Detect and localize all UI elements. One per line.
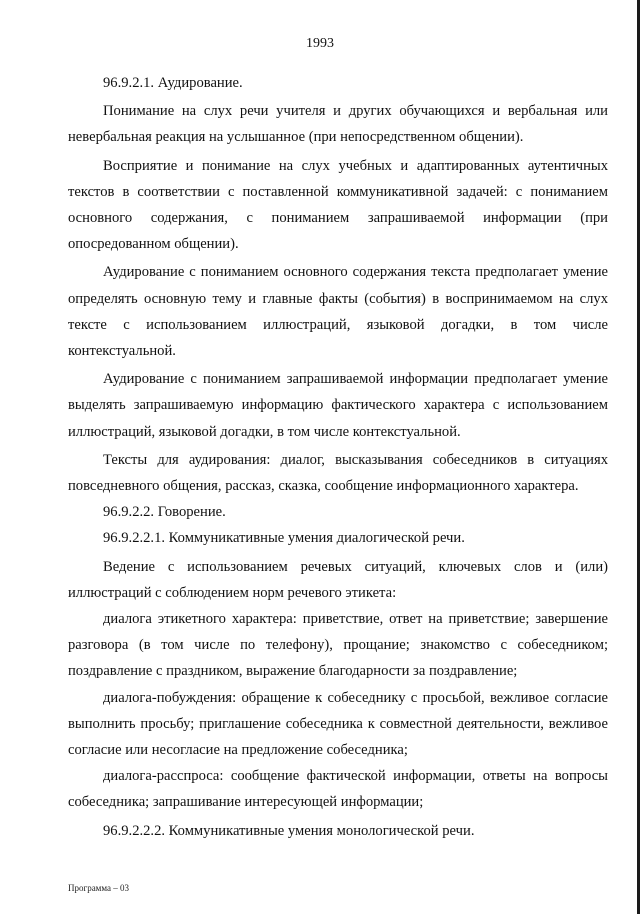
document-body — [68, 70, 608, 844]
paragraph: Ведение с использованием речевых ситуаций, ключевых слов и (или) иллюстраций с соблюдением норм речевого этикета: — [68, 558, 608, 601]
paragraph: Аудирование с пониманием основного содержания текста предполагает умение определять основную тему и главные факты (события) в воспринимаемом на слух тексте с использованием иллюстраций, языковой догадки, в том числе контекстуальной. — [68, 264, 608, 360]
section-heading-speaking: 96.9.2.2. Говорение. — [103, 504, 226, 521]
list-item: диалога-расспроса: сообщение фактической информации, ответы на вопросы собеседника; запрашивание интересующей информации; — [68, 768, 608, 811]
footer-program-label: Программа – 03 — [68, 883, 130, 893]
list-item: диалога-побуждения: обращение к собеседнику с просьбой, вежливое согласие выполнить просьбу; приглашение собеседника к совместной деятельности, вежливое согласие или несогласие на предложение собеседника; — [68, 689, 608, 759]
paragraph: Аудирование с пониманием запрашиваемой информации предполагает умение выделять запрашиваемую информацию фактического характера с использованием иллюстраций, языковой догадки, в том числе контекстуальной. — [68, 371, 608, 440]
paragraph: Понимание на слух речи учителя и других обучающихся и вербальная или невербальная реакция на услышанное (при непосредственном общении). — [68, 103, 608, 146]
paragraph: Тексты для аудирования: диалог, высказывания собеседников в ситуациях повседневного общения, рассказ, сказка, сообщение информационного характера. — [68, 451, 608, 495]
subsection-heading-monologue: 96.9.2.2.2. Коммуникативные умения монологической речи. — [103, 822, 475, 839]
list-item: диалога этикетного характера: приветствие, ответ на приветствие; завершение разговора (в том числе по телефону), прощание; знакомство с собеседником; поздравление с праздником, выражение благодарности за поздравление; — [68, 611, 608, 680]
page-number: 1993 — [306, 36, 334, 51]
section-heading-listening: 96.9.2.1. Аудирование. — [103, 75, 243, 91]
paragraph: Восприятие и понимание на слух учебных и адаптированных аутентичных текстов в соответствии с поставленной коммуникативной задачей: с пониманием основного содержания, с пониманием запрашиваемой информации (при опосредованном общении). — [68, 157, 608, 253]
subsection-heading-dialogue: 96.9.2.2.1. Коммуникативные умения диалогической речи. — [103, 530, 465, 547]
